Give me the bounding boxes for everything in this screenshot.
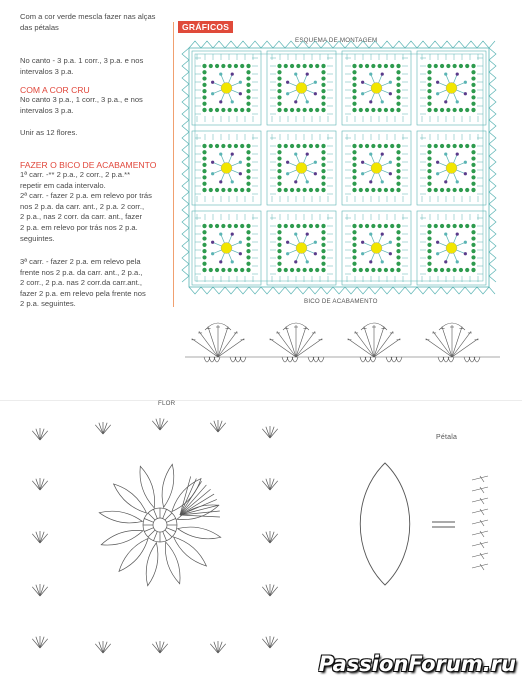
watermark: PassionForum.ru <box>318 652 516 676</box>
cru-line: intervalos 3 p.a. <box>20 105 74 115</box>
graphics-badge: GRÁFICOS <box>178 21 233 33</box>
green-corner-line: No canto - 3 p.a. 1 corr., 3 p.a. e nos <box>20 56 144 65</box>
stitch-mark <box>472 520 488 524</box>
row3-line: fazer 2 p.a. em relevo pela frente nos <box>20 288 146 298</box>
petal-outline <box>360 463 410 585</box>
row3-line: 2 corr., 2 p.a. nas 2 corr.da carr.ant., <box>20 278 142 288</box>
row2-line: seguintes. <box>20 233 55 243</box>
assembly-title: ESQUEMA DE MONTAGEM <box>295 37 378 44</box>
stitch-mark <box>472 487 488 491</box>
row2-line: 2 p.a., nas 2 corr. da carr. ant., fazer <box>20 212 142 222</box>
stitch-mark <box>472 553 488 557</box>
petal-title: Pétala <box>436 434 458 441</box>
row2-line: 2 p.a. em relevo por trás nos 2 p.a. <box>20 222 138 232</box>
cru-heading: COM A COR CRU <box>20 85 90 95</box>
stitch-mark <box>472 509 488 513</box>
intro-line: Com a cor verde mescla fazer nas alças <box>20 12 156 21</box>
stitch-mark <box>472 564 488 568</box>
flower-title: FLOR <box>158 400 176 407</box>
stitch-mark <box>472 542 488 546</box>
stitch-mark <box>472 476 488 480</box>
row3-line: 3ª carr. - fazer 2 p.a. em relevo pela <box>20 257 141 266</box>
row1-line: repetir em cada intervalo. <box>20 180 106 190</box>
cru-line: No canto 3 p.a., 1 corr., 3 p.a., e nos <box>20 95 143 104</box>
edge-heading: FAZER O BICO DE ACABAMENTO <box>20 160 157 170</box>
row2-line: 2ª carr. - fazer 2 p.a. em relevo por trás <box>20 191 152 201</box>
edge-title: BICO DE ACABAMENTO <box>304 298 378 305</box>
row3-line: frente nos 2 p.a. da carr. ant., 2 p.a., <box>20 267 143 277</box>
green-corner-line: intervalos 3 p.a. <box>20 66 74 76</box>
join-text: Unir as 12 flores. <box>20 128 78 137</box>
stitch-mark <box>472 531 488 535</box>
row1-line: 1ª carr. -** 2 p.a., 2 corr., 2 p.a.** <box>20 170 131 179</box>
stitch-mark <box>472 498 488 502</box>
row3-line: 2 p.a. seguintes. <box>20 299 76 309</box>
intro-line: das pétalas <box>20 22 59 32</box>
row2-line: nos 2 p.a. da carr. ant., 2 p.a. 2 corr., <box>20 201 145 211</box>
